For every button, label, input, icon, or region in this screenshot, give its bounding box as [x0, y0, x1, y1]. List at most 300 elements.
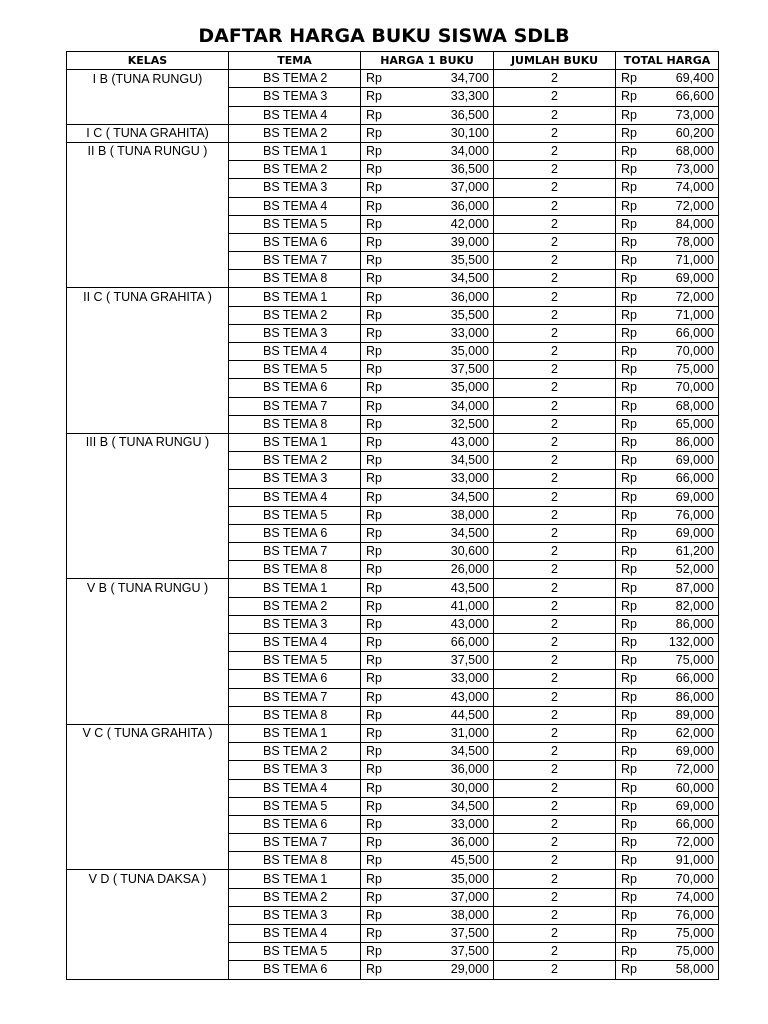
- currency-label: Rp: [366, 853, 382, 868]
- harga-cell: [361, 688, 494, 706]
- total-cell: [616, 652, 719, 670]
- harga-cell: [361, 197, 494, 215]
- currency-label: Rp: [621, 344, 637, 359]
- jumlah-cell: 2: [494, 306, 616, 324]
- jumlah-cell: 2: [494, 688, 616, 706]
- tema-cell: BS TEMA 2: [229, 70, 361, 88]
- currency-label: Rp: [621, 835, 637, 850]
- jumlah-cell: 2: [494, 543, 616, 561]
- kelas-cell: [67, 543, 229, 561]
- harga-cell: [361, 488, 494, 506]
- harga-cell: [361, 852, 494, 870]
- jumlah-cell: 2: [494, 506, 616, 524]
- harga-cell-value: 39,000: [450, 234, 489, 249]
- table-row: [67, 815, 719, 833]
- total-cell-value: 66,000: [675, 816, 714, 831]
- kelas-cell: [67, 834, 229, 852]
- jumlah-cell: 2: [494, 579, 616, 597]
- harga-cell-value: 34,500: [450, 744, 489, 759]
- total-cell: [616, 597, 719, 615]
- total-cell-value: 61,200: [675, 544, 714, 559]
- harga-cell: [361, 379, 494, 397]
- total-cell: [616, 161, 719, 179]
- kelas-cell: [67, 161, 229, 179]
- tema-cell: BS TEMA 7: [229, 834, 361, 852]
- currency-label: Rp: [621, 889, 637, 904]
- harga-cell-value: 36,000: [450, 289, 489, 304]
- harga-cell: [361, 233, 494, 251]
- harga-cell: [361, 888, 494, 906]
- tema-cell: BS TEMA 2: [229, 306, 361, 324]
- harga-cell-value: 30,100: [450, 125, 489, 140]
- total-cell: [616, 943, 719, 961]
- table-row: [67, 906, 719, 924]
- jumlah-cell: 2: [494, 888, 616, 906]
- kelas-cell: V C ( TUNA GRAHITA ): [67, 724, 229, 742]
- harga-cell-value: 37,500: [450, 653, 489, 668]
- jumlah-cell: 2: [494, 488, 616, 506]
- currency-label: Rp: [366, 144, 382, 159]
- harga-cell: [361, 779, 494, 797]
- total-cell: [616, 706, 719, 724]
- tema-cell: BS TEMA 3: [229, 761, 361, 779]
- harga-cell-value: 43,000: [450, 689, 489, 704]
- total-cell: [616, 761, 719, 779]
- currency-label: Rp: [366, 762, 382, 777]
- currency-label: Rp: [621, 544, 637, 559]
- currency-label: Rp: [621, 871, 637, 886]
- currency-label: Rp: [621, 616, 637, 631]
- jumlah-cell: 2: [494, 270, 616, 288]
- total-cell: [616, 433, 719, 451]
- jumlah-cell: 2: [494, 925, 616, 943]
- total-cell: [616, 397, 719, 415]
- harga-cell-value: 26,000: [450, 562, 489, 577]
- table-row: [67, 870, 719, 888]
- jumlah-cell: 2: [494, 961, 616, 979]
- jumlah-cell: 2: [494, 70, 616, 88]
- kelas-cell: II B ( TUNA RUNGU ): [67, 142, 229, 160]
- tema-cell: BS TEMA 8: [229, 852, 361, 870]
- harga-cell: [361, 797, 494, 815]
- table-row: [67, 288, 719, 306]
- currency-label: Rp: [621, 598, 637, 613]
- currency-label: Rp: [621, 416, 637, 431]
- currency-label: Rp: [366, 907, 382, 922]
- harga-cell: [361, 961, 494, 979]
- currency-label: Rp: [366, 344, 382, 359]
- harga-cell: [361, 397, 494, 415]
- table-row: [67, 925, 719, 943]
- harga-cell-value: 34,500: [450, 489, 489, 504]
- currency-label: Rp: [366, 798, 382, 813]
- currency-label: Rp: [621, 562, 637, 577]
- total-cell-value: 73,000: [675, 162, 714, 177]
- harga-cell-value: 33,000: [450, 671, 489, 686]
- table-row: [67, 652, 719, 670]
- harga-cell-value: 34,500: [450, 271, 489, 286]
- table-row: [67, 161, 719, 179]
- tema-cell: BS TEMA 1: [229, 724, 361, 742]
- harga-cell: [361, 415, 494, 433]
- table-row: [67, 506, 719, 524]
- total-cell-value: 69,000: [675, 744, 714, 759]
- total-cell: [616, 361, 719, 379]
- table-row: [67, 961, 719, 979]
- column-header-tema: TEMA: [229, 52, 361, 70]
- currency-label: Rp: [621, 762, 637, 777]
- table-row: [67, 397, 719, 415]
- total-cell: [616, 961, 719, 979]
- tema-cell: BS TEMA 5: [229, 797, 361, 815]
- table-row: [67, 270, 719, 288]
- jumlah-cell: 2: [494, 634, 616, 652]
- kelas-cell: [67, 415, 229, 433]
- currency-label: Rp: [621, 216, 637, 231]
- currency-label: Rp: [621, 435, 637, 450]
- total-cell-value: 82,000: [675, 598, 714, 613]
- currency-label: Rp: [366, 289, 382, 304]
- table-row: [67, 670, 719, 688]
- harga-cell: [361, 288, 494, 306]
- total-cell-value: 70,000: [675, 871, 714, 886]
- total-cell: [616, 724, 719, 742]
- harga-cell: [361, 670, 494, 688]
- harga-cell-value: 34,000: [450, 398, 489, 413]
- kelas-cell: [67, 379, 229, 397]
- table-row: [67, 197, 719, 215]
- table-row: [67, 706, 719, 724]
- total-cell: [616, 197, 719, 215]
- total-cell: [616, 615, 719, 633]
- harga-cell-value: 34,500: [450, 525, 489, 540]
- total-cell-value: 71,000: [675, 253, 714, 268]
- tema-cell: BS TEMA 3: [229, 906, 361, 924]
- tema-cell: BS TEMA 5: [229, 652, 361, 670]
- tema-cell: BS TEMA 1: [229, 579, 361, 597]
- jumlah-cell: 2: [494, 252, 616, 270]
- total-cell: [616, 579, 719, 597]
- harga-cell: [361, 324, 494, 342]
- currency-label: Rp: [621, 962, 637, 977]
- kelas-cell: [67, 943, 229, 961]
- total-cell-value: 75,000: [675, 362, 714, 377]
- page-title: DAFTAR HARGA BUKU SISWA SDLB: [198, 25, 570, 47]
- harga-cell: [361, 724, 494, 742]
- harga-cell: [361, 925, 494, 943]
- harga-cell-value: 30,000: [450, 780, 489, 795]
- kelas-cell: [67, 215, 229, 233]
- kelas-cell: [67, 452, 229, 470]
- total-cell: [616, 233, 719, 251]
- total-cell: [616, 470, 719, 488]
- tema-cell: BS TEMA 4: [229, 343, 361, 361]
- table-row: [67, 888, 719, 906]
- total-cell-value: 75,000: [675, 944, 714, 959]
- currency-label: Rp: [621, 325, 637, 340]
- harga-cell-value: 33,000: [450, 471, 489, 486]
- total-cell: [616, 343, 719, 361]
- total-cell: [616, 415, 719, 433]
- tema-cell: BS TEMA 2: [229, 161, 361, 179]
- tema-cell: BS TEMA 4: [229, 197, 361, 215]
- kelas-cell: [67, 197, 229, 215]
- jumlah-cell: 2: [494, 943, 616, 961]
- table-row: [67, 88, 719, 106]
- jumlah-cell: 2: [494, 142, 616, 160]
- currency-label: Rp: [621, 162, 637, 177]
- total-cell-value: 72,000: [675, 835, 714, 850]
- harga-cell-value: 43,500: [450, 580, 489, 595]
- total-cell-value: 70,000: [675, 380, 714, 395]
- harga-cell: [361, 270, 494, 288]
- total-cell-value: 66,000: [675, 471, 714, 486]
- currency-label: Rp: [621, 907, 637, 922]
- table-row: [67, 834, 719, 852]
- harga-cell-value: 36,500: [450, 162, 489, 177]
- currency-label: Rp: [366, 780, 382, 795]
- tema-cell: BS TEMA 4: [229, 106, 361, 124]
- total-cell: [616, 252, 719, 270]
- tema-cell: BS TEMA 7: [229, 543, 361, 561]
- total-cell-value: 87,000: [675, 580, 714, 595]
- kelas-cell: [67, 306, 229, 324]
- harga-cell: [361, 561, 494, 579]
- total-cell: [616, 179, 719, 197]
- total-cell: [616, 324, 719, 342]
- harga-cell: [361, 506, 494, 524]
- total-cell-value: 66,000: [675, 671, 714, 686]
- table-row: [67, 579, 719, 597]
- currency-label: Rp: [366, 234, 382, 249]
- harga-cell-value: 35,000: [450, 380, 489, 395]
- currency-label: Rp: [621, 689, 637, 704]
- total-cell: [616, 488, 719, 506]
- jumlah-cell: 2: [494, 124, 616, 142]
- total-cell-value: 68,000: [675, 398, 714, 413]
- total-cell-value: 86,000: [675, 689, 714, 704]
- jumlah-cell: 2: [494, 433, 616, 451]
- kelas-cell: [67, 361, 229, 379]
- total-cell: [616, 142, 719, 160]
- total-cell-value: 75,000: [675, 653, 714, 668]
- harga-cell: [361, 452, 494, 470]
- tema-cell: BS TEMA 1: [229, 142, 361, 160]
- jumlah-cell: 2: [494, 615, 616, 633]
- jumlah-cell: 2: [494, 906, 616, 924]
- currency-label: Rp: [621, 671, 637, 686]
- column-header-total: TOTAL HARGA: [616, 52, 719, 70]
- harga-cell: [361, 88, 494, 106]
- currency-label: Rp: [366, 816, 382, 831]
- tema-cell: BS TEMA 2: [229, 452, 361, 470]
- harga-cell-value: 36,000: [450, 835, 489, 850]
- table-row: [67, 597, 719, 615]
- harga-cell-value: 37,500: [450, 362, 489, 377]
- harga-cell-value: 30,600: [450, 544, 489, 559]
- jumlah-cell: 2: [494, 470, 616, 488]
- harga-cell-value: 34,500: [450, 798, 489, 813]
- currency-label: Rp: [621, 198, 637, 213]
- table-row: [67, 488, 719, 506]
- tema-cell: BS TEMA 2: [229, 124, 361, 142]
- table-header-row: [67, 52, 719, 70]
- kelas-cell: [67, 488, 229, 506]
- currency-label: Rp: [366, 435, 382, 450]
- table-body: [67, 70, 719, 979]
- currency-label: Rp: [366, 962, 382, 977]
- total-cell-value: 58,000: [675, 962, 714, 977]
- currency-label: Rp: [621, 780, 637, 795]
- currency-label: Rp: [366, 471, 382, 486]
- jumlah-cell: 2: [494, 361, 616, 379]
- tema-cell: BS TEMA 6: [229, 961, 361, 979]
- currency-label: Rp: [366, 707, 382, 722]
- kelas-cell: [67, 270, 229, 288]
- table-row: [67, 142, 719, 160]
- total-cell: [616, 270, 719, 288]
- total-cell-value: 78,000: [675, 234, 714, 249]
- harga-cell: [361, 906, 494, 924]
- tema-cell: BS TEMA 8: [229, 415, 361, 433]
- harga-cell-value: 38,000: [450, 507, 489, 522]
- tema-cell: BS TEMA 3: [229, 179, 361, 197]
- kelas-cell: [67, 88, 229, 106]
- table-row: [67, 106, 719, 124]
- jumlah-cell: 2: [494, 852, 616, 870]
- kelas-cell: [67, 779, 229, 797]
- jumlah-cell: 2: [494, 161, 616, 179]
- tema-cell: BS TEMA 6: [229, 379, 361, 397]
- currency-label: Rp: [621, 944, 637, 959]
- total-cell: [616, 870, 719, 888]
- jumlah-cell: 2: [494, 452, 616, 470]
- harga-cell-value: 43,000: [450, 435, 489, 450]
- harga-cell-value: 33,000: [450, 816, 489, 831]
- harga-cell-value: 35,000: [450, 344, 489, 359]
- kelas-cell: [67, 470, 229, 488]
- jumlah-cell: 2: [494, 343, 616, 361]
- jumlah-cell: 2: [494, 197, 616, 215]
- currency-label: Rp: [366, 162, 382, 177]
- table-row: [67, 470, 719, 488]
- total-cell: [616, 506, 719, 524]
- kelas-cell: [67, 743, 229, 761]
- currency-label: Rp: [621, 653, 637, 668]
- total-cell-value: 71,000: [675, 307, 714, 322]
- total-cell: [616, 852, 719, 870]
- kelas-cell: III B ( TUNA RUNGU ): [67, 433, 229, 451]
- currency-label: Rp: [366, 562, 382, 577]
- column-header-harga: HARGA 1 BUKU: [361, 52, 494, 70]
- kelas-cell: [67, 815, 229, 833]
- kelas-cell: [67, 179, 229, 197]
- currency-label: Rp: [621, 253, 637, 268]
- currency-label: Rp: [621, 744, 637, 759]
- currency-label: Rp: [366, 107, 382, 122]
- tema-cell: BS TEMA 5: [229, 506, 361, 524]
- total-cell: [616, 834, 719, 852]
- currency-label: Rp: [621, 525, 637, 540]
- currency-label: Rp: [621, 816, 637, 831]
- table-row: [67, 943, 719, 961]
- currency-label: Rp: [621, 125, 637, 140]
- total-cell-value: 74,000: [675, 889, 714, 904]
- total-cell-value: 84,000: [675, 216, 714, 231]
- harga-cell: [361, 870, 494, 888]
- total-cell: [616, 925, 719, 943]
- jumlah-cell: 2: [494, 106, 616, 124]
- kelas-cell: [67, 324, 229, 342]
- total-cell-value: 86,000: [675, 435, 714, 450]
- table-row: [67, 306, 719, 324]
- table-row: [67, 761, 719, 779]
- kelas-cell: [67, 506, 229, 524]
- harga-cell-value: 45,500: [450, 853, 489, 868]
- currency-label: Rp: [621, 798, 637, 813]
- currency-label: Rp: [366, 307, 382, 322]
- currency-label: Rp: [366, 689, 382, 704]
- currency-label: Rp: [621, 853, 637, 868]
- total-cell-value: 66,600: [675, 89, 714, 104]
- total-cell-value: 68,000: [675, 144, 714, 159]
- currency-label: Rp: [621, 71, 637, 86]
- harga-cell: [361, 106, 494, 124]
- currency-label: Rp: [621, 489, 637, 504]
- total-cell-value: 72,000: [675, 198, 714, 213]
- kelas-cell: [67, 233, 229, 251]
- currency-label: Rp: [621, 180, 637, 195]
- total-cell-value: 72,000: [675, 289, 714, 304]
- tema-cell: BS TEMA 6: [229, 524, 361, 542]
- kelas-cell: [67, 761, 229, 779]
- jumlah-cell: 2: [494, 815, 616, 833]
- currency-label: Rp: [366, 525, 382, 540]
- tema-cell: BS TEMA 5: [229, 215, 361, 233]
- jumlah-cell: 2: [494, 561, 616, 579]
- table-row: [67, 343, 719, 361]
- harga-cell: [361, 252, 494, 270]
- harga-cell-value: 36,500: [450, 107, 489, 122]
- harga-cell-value: 36,000: [450, 198, 489, 213]
- harga-cell: [361, 361, 494, 379]
- currency-label: Rp: [621, 144, 637, 159]
- table-row: [67, 361, 719, 379]
- total-cell: [616, 797, 719, 815]
- kelas-cell: [67, 888, 229, 906]
- harga-cell-value: 43,000: [450, 616, 489, 631]
- harga-cell: [361, 470, 494, 488]
- tema-cell: BS TEMA 4: [229, 488, 361, 506]
- harga-cell-value: 66,000: [450, 635, 489, 650]
- jumlah-cell: 2: [494, 379, 616, 397]
- tema-cell: BS TEMA 8: [229, 706, 361, 724]
- harga-cell: [361, 652, 494, 670]
- harga-cell: [361, 524, 494, 542]
- total-cell: [616, 634, 719, 652]
- harga-cell: [361, 306, 494, 324]
- jumlah-cell: 2: [494, 524, 616, 542]
- table-row: [67, 233, 719, 251]
- currency-label: Rp: [621, 362, 637, 377]
- harga-cell-value: 37,000: [450, 180, 489, 195]
- jumlah-cell: 2: [494, 724, 616, 742]
- harga-cell-value: 35,000: [450, 871, 489, 886]
- total-cell-value: 62,000: [675, 726, 714, 741]
- harga-cell: [361, 743, 494, 761]
- currency-label: Rp: [366, 216, 382, 231]
- currency-label: Rp: [366, 635, 382, 650]
